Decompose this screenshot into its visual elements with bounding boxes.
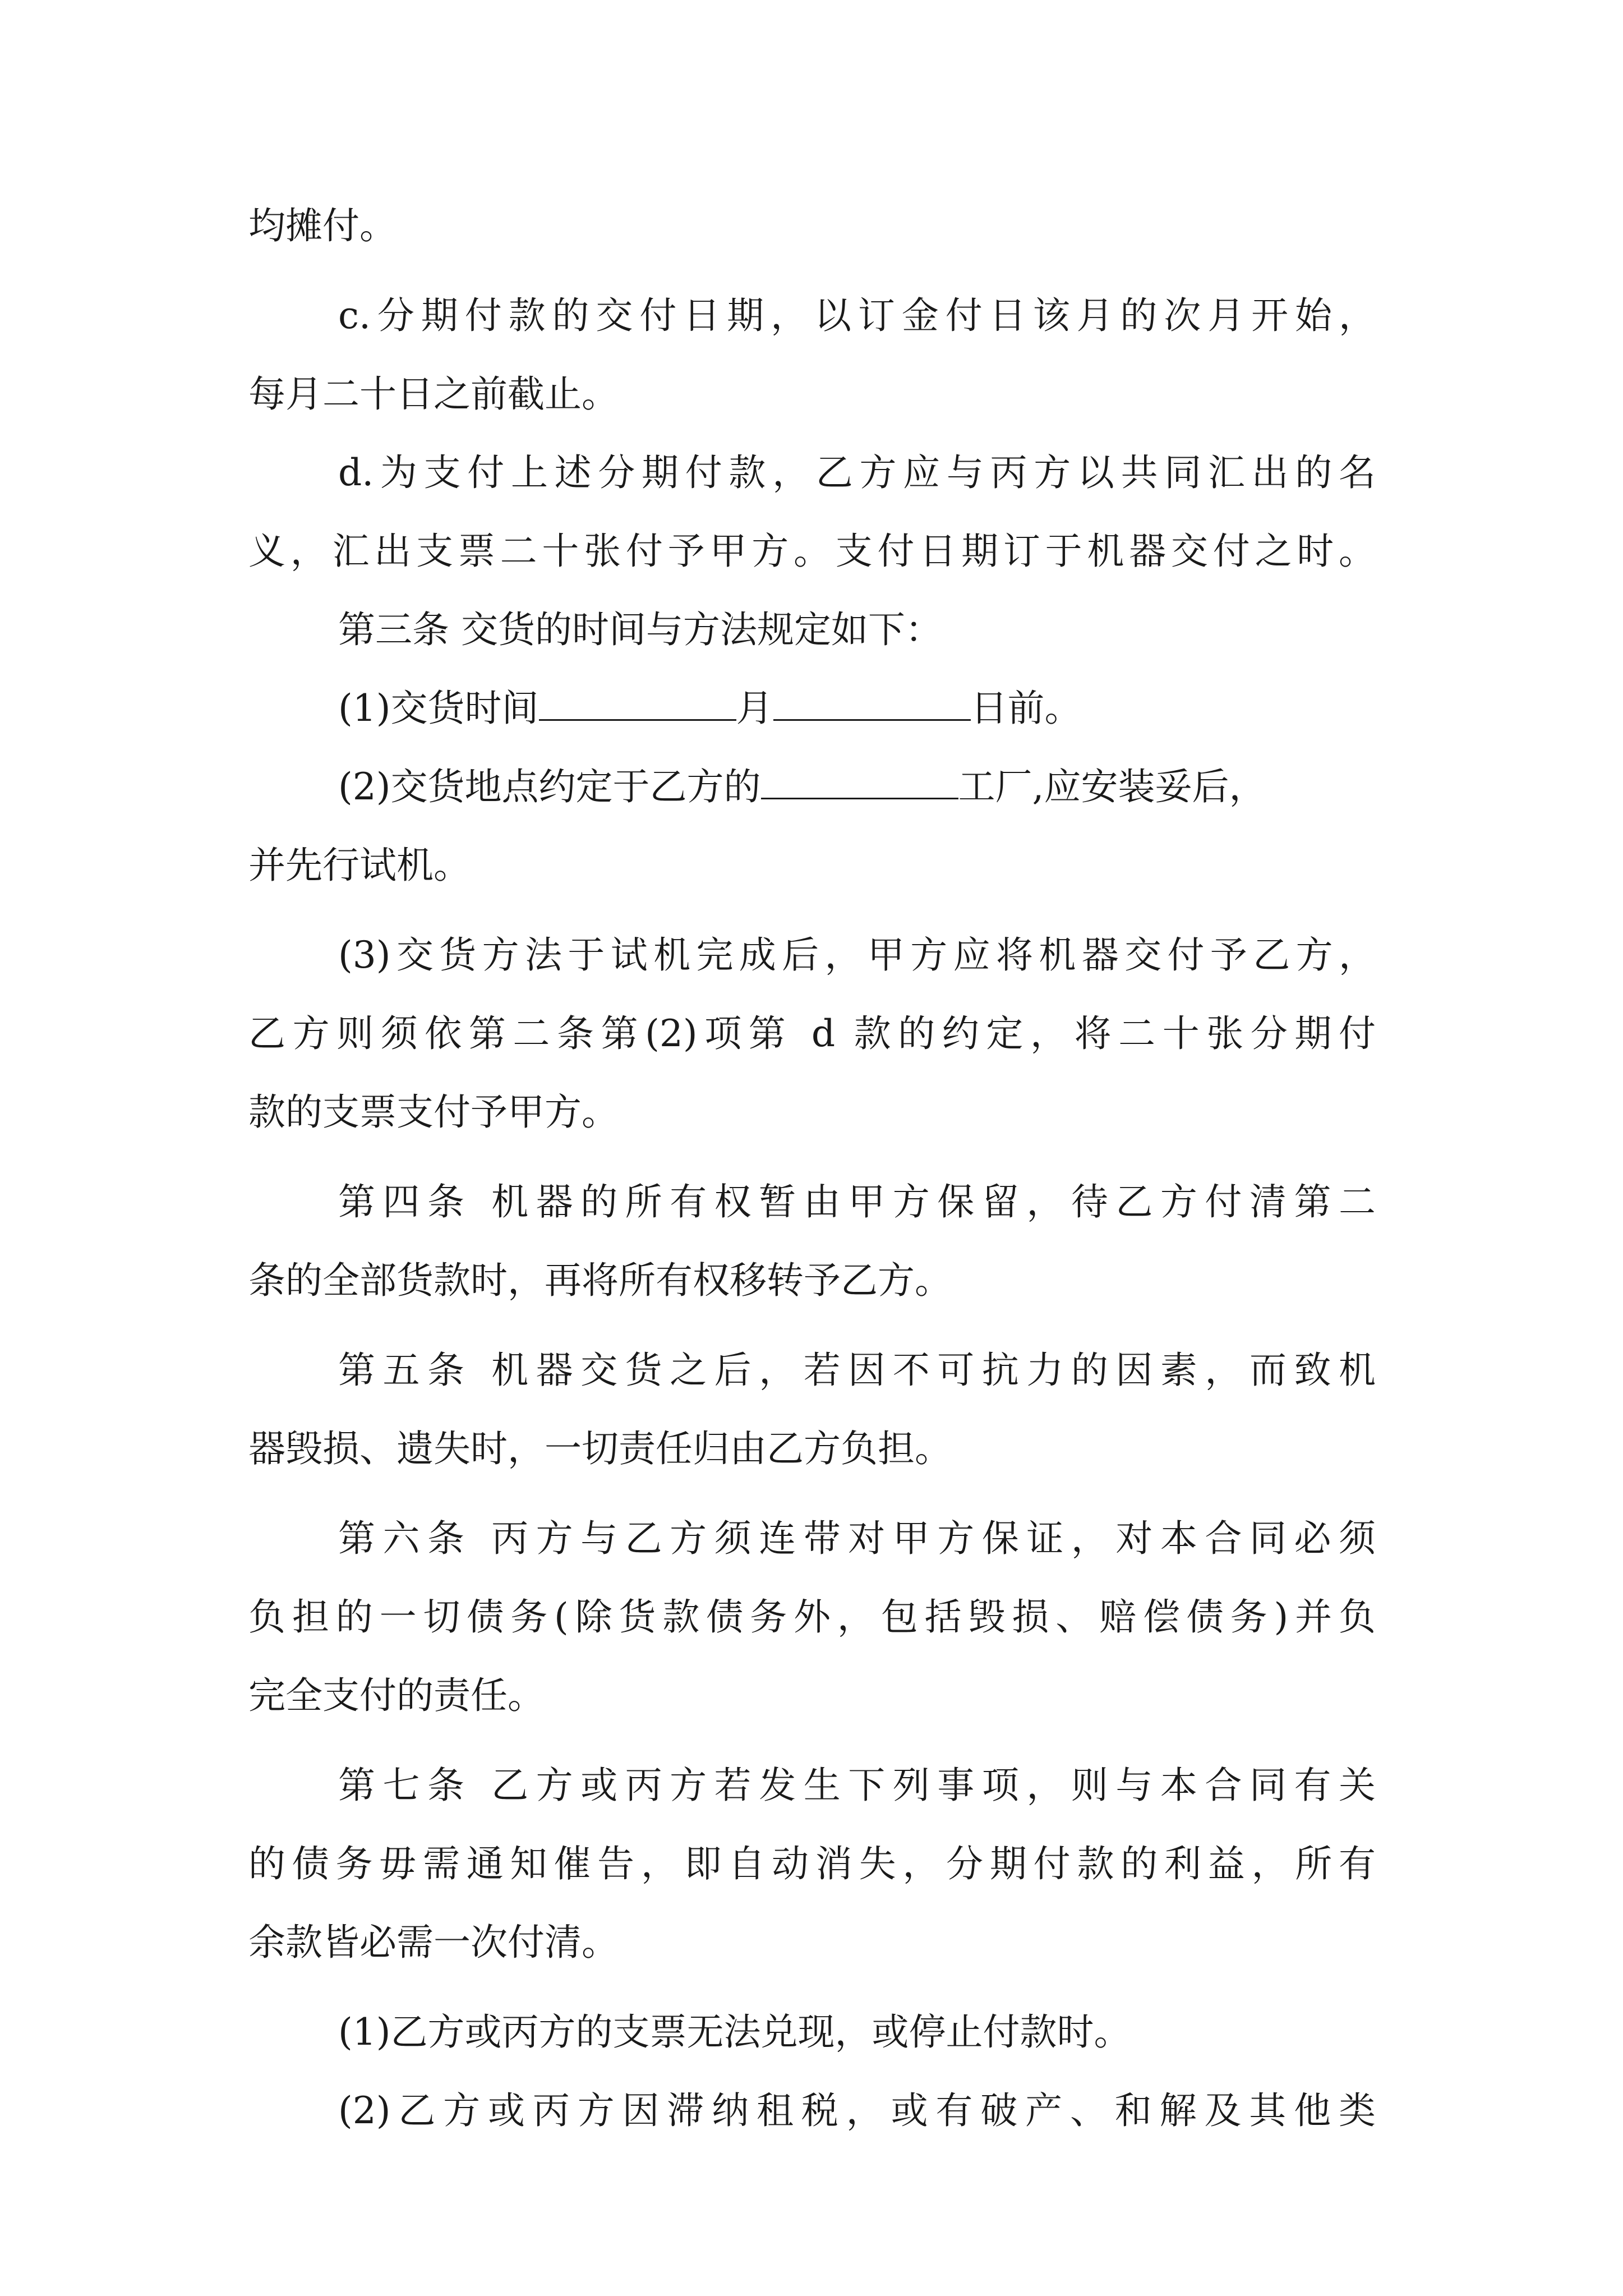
- article-heading: 第五条 机器交货之后，若因不可抗力的因素，而致机: [338, 1349, 1376, 1392]
- delivery-time-line: [338, 678, 1082, 739]
- delivery-place-line: [338, 756, 1266, 818]
- text-segment: (2)交货地点约定于乙方的: [338, 765, 761, 808]
- text-segment: 月: [736, 687, 773, 730]
- text-line: 每月二十日之前截止。: [248, 372, 619, 416]
- text-segment: (1)交货时间: [338, 687, 539, 730]
- text-segment: 日前。: [970, 687, 1082, 730]
- text-line: (2)乙方或丙方因滞纳租税，或有破产、和解及其他类: [338, 2089, 1376, 2132]
- article-heading: 第三条 交货的时间与方法规定如下：: [338, 608, 942, 651]
- text-line: (3)交货方法于试机完成后，甲方应将机器交付予乙方，: [338, 933, 1376, 977]
- text-line: 的债务毋需通知催告，即自动消失，分期付款的利益，所有: [248, 1842, 1376, 1885]
- text-line: 器毁损、遗失时，一切责任归由乙方负担。: [248, 1427, 952, 1470]
- text-line: (1)乙方或丙方的支票无法兑现，或停止付款时。: [338, 2010, 1131, 2054]
- article-heading: 第四条 机器的所有权暂由甲方保留，待乙方付清第二: [338, 1180, 1376, 1223]
- month-blank: [539, 685, 736, 721]
- text-line: 款的支票支付予甲方。: [248, 1091, 619, 1134]
- article-heading: 第七条 乙方或丙方若发生下列事项，则与本合同有关: [338, 1764, 1376, 1807]
- text-segment: 工厂,应安装妥后，: [958, 765, 1266, 808]
- text-line: 并先行试机。: [248, 844, 471, 887]
- text-line: 完全支付的责任。: [248, 1674, 545, 1717]
- text-line: d.为支付上述分期付款，乙方应与丙方以共同汇出的名: [338, 451, 1376, 494]
- text-line: 条的全部货款时，再将所有权移转予乙方。: [248, 1259, 952, 1302]
- text-line: 乙方则须依第二条第(2)项第 d 款的约定，将二十张分期付: [248, 1012, 1376, 1055]
- text-line: 负担的一切债务(除货款债务外，包括毁损、赔偿债务)并负: [248, 1595, 1376, 1639]
- text-line: 义，汇出支票二十张付予甲方。支付日期订于机器交付之时。: [248, 530, 1376, 573]
- text-line: c.分期付款的交付日期，以订金付日该月的次月开始，: [338, 294, 1376, 337]
- factory-blank: [761, 764, 958, 799]
- article-heading: 第六条 丙方与乙方须连带对甲方保证，对本合同必须: [338, 1517, 1376, 1560]
- text-line: 均摊付。: [248, 204, 396, 247]
- text-line: 余款皆必需一次付清。: [248, 1921, 619, 1964]
- day-blank: [773, 685, 971, 721]
